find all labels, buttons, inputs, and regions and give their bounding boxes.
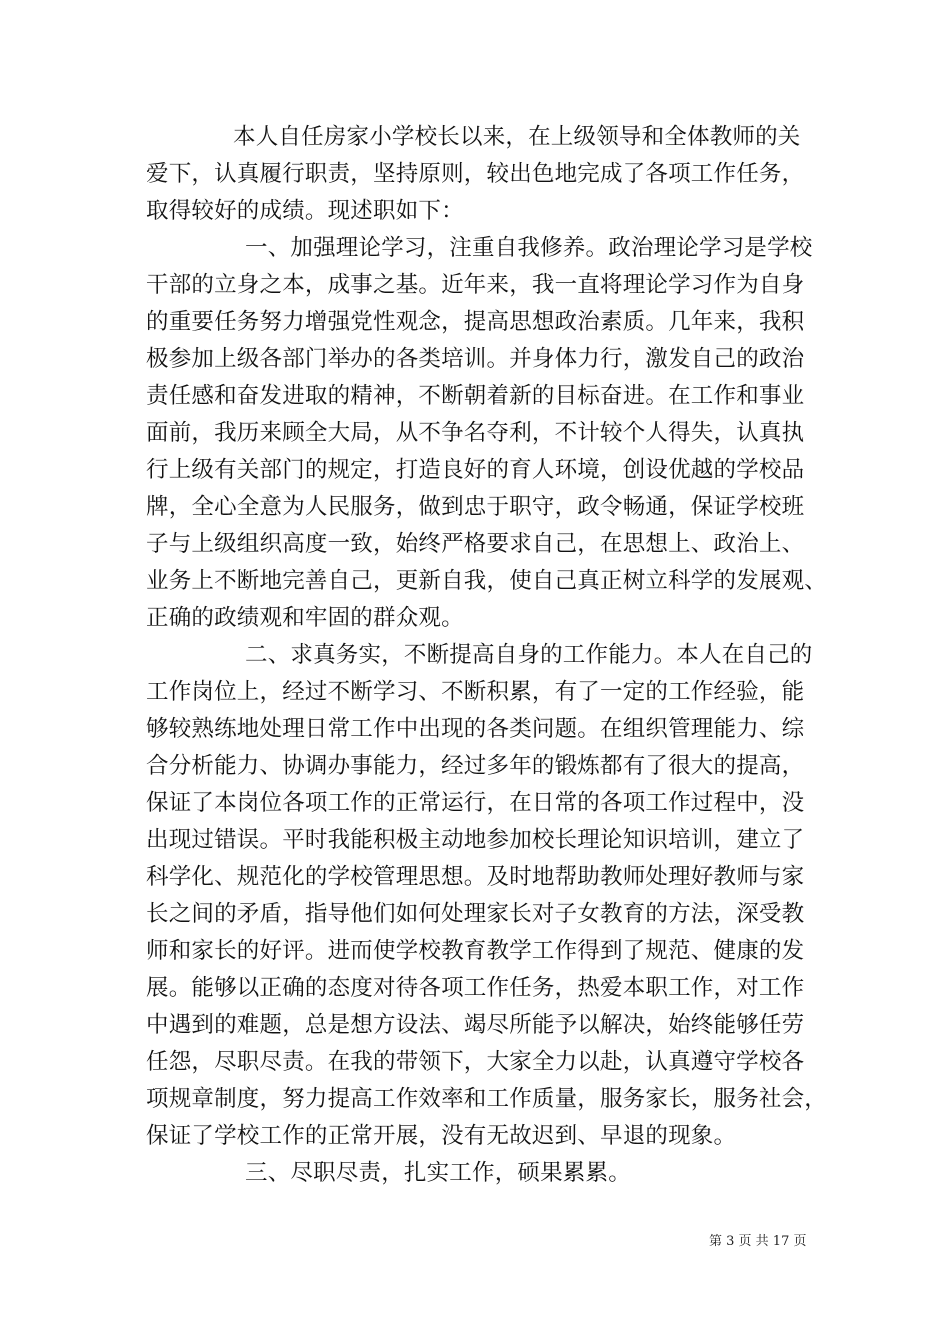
- section-one-line: 极参加上级各部门举办的各类培训。并身体力行，激发自己的政治: [146, 346, 805, 372]
- section-one-line: 牌，全心全意为人民服务，做到忠于职守，政令畅通，保证学校班: [146, 494, 805, 520]
- section-two-line: 出现过错误。平时我能积极主动地参加校长理论知识培训，建立了: [146, 827, 805, 853]
- section-three-heading-line: 三、尽职尽责，扎实工作，硕果累累。: [245, 1160, 631, 1186]
- section-two-line: 中遇到的难题，总是想方设法、竭尽所能予以解决，始终能够任劳: [146, 1012, 805, 1038]
- section-two-line: 保证了学校工作的正常开展，没有无故迟到、早退的现象。: [146, 1123, 737, 1149]
- paragraph-intro-line: 取得较好的成绩。现述职如下：: [146, 198, 464, 224]
- section-two-line: 合分析能力、协调办事能力，经过多年的锻炼都有了很大的提高，: [146, 753, 805, 779]
- section-one-heading-line: 一、加强理论学习，注重自我修养。政治理论学习是学校: [245, 235, 813, 261]
- section-one-line: 正确的政绩观和牢固的群众观。: [146, 605, 464, 631]
- paragraph-intro-line: 爱下，认真履行职责，坚持原则，较出色地完成了各项工作任务，: [146, 161, 805, 187]
- section-one-line: 行上级有关部门的规定，打造良好的育人环境，创设优越的学校品: [146, 457, 805, 483]
- section-one-line: 干部的立身之本，成事之基。近年来，我一直将理论学习作为自身: [146, 272, 805, 298]
- section-one-line: 子与上级组织高度一致，始终严格要求自己，在思想上、政治上、: [146, 531, 805, 557]
- paragraph-intro-line: 本人自任房家小学校长以来，在上级领导和全体教师的关: [233, 124, 801, 150]
- section-one-line: 责任感和奋发进取的精神，不断朝着新的目标奋进。在工作和事业: [146, 383, 805, 409]
- section-one-line: 面前，我历来顾全大局，从不争名夺利，不计较个人得失，认真执: [146, 420, 805, 446]
- section-two-line: 展。能够以正确的态度对待各项工作任务，热爱本职工作，对工作: [146, 975, 805, 1001]
- page-number-footer: 第 3 页 共 17 页: [709, 1234, 807, 1249]
- section-two-line: 工作岗位上，经过不断学习、不断积累，有了一定的工作经验，能: [146, 679, 805, 705]
- section-two-line: 够较熟练地处理日常工作中出现的各类问题。在组织管理能力、综: [146, 716, 805, 742]
- section-two-line: 保证了本岗位各项工作的正常运行，在日常的各项工作过程中，没: [146, 790, 805, 816]
- section-two-line: 师和家长的好评。进而使学校教育教学工作得到了规范、健康的发: [146, 938, 805, 964]
- section-two-line: 任怨，尽职尽责。在我的带领下，大家全力以赴，认真遵守学校各: [146, 1049, 805, 1075]
- section-one-line: 业务上不断地完善自己，更新自我，使自己真正树立科学的发展观、: [146, 568, 828, 594]
- section-two-line: 项规章制度，努力提高工作效率和工作质量，服务家长，服务社会，: [146, 1086, 828, 1112]
- section-two-heading-line: 二、求真务实，不断提高自身的工作能力。本人在自己的: [245, 642, 813, 668]
- section-two-line: 长之间的矛盾，指导他们如何处理家长对子女教育的方法，深受教: [146, 901, 805, 927]
- section-two-line: 科学化、规范化的学校管理思想。及时地帮助教师处理好教师与家: [146, 864, 805, 890]
- section-one-line: 的重要任务努力增强党性观念，提高思想政治素质。几年来，我积: [146, 309, 805, 335]
